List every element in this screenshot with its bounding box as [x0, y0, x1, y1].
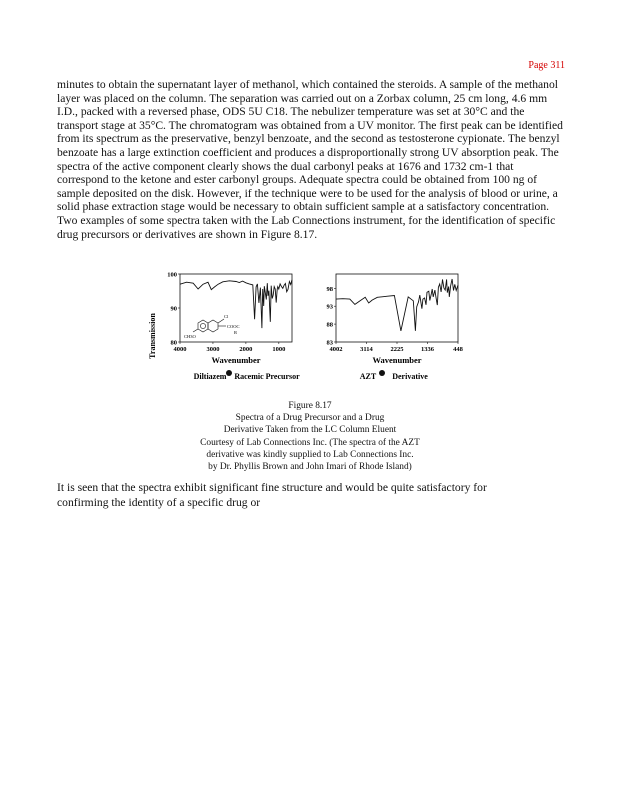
left-ytick-label: 90 [170, 305, 177, 313]
left-xtick-label: 3000 [206, 346, 220, 353]
left-xtick-label: 2000 [239, 346, 253, 353]
left-ytick-label: 80 [170, 339, 177, 347]
right-xlabel: Wavenumber [372, 355, 422, 365]
page-number: Page 311 [528, 60, 565, 71]
right-ytick-label: 93 [326, 303, 333, 311]
figure-8-17 [150, 268, 470, 388]
left-title-marker [226, 370, 232, 376]
left-xtick-label: 4000 [173, 346, 187, 353]
closing-paragraph [57, 480, 567, 510]
left-xlabel: Wavenumber [211, 355, 261, 365]
left-title-word1: Diltiazem [193, 372, 227, 381]
right-title-marker [379, 370, 385, 376]
left-ytick-label: 100 [167, 271, 177, 279]
structure-ester: COOC [227, 324, 240, 329]
caption-line: Figure 8.17 [288, 401, 332, 411]
left-spectrum-line [180, 280, 292, 328]
benzene-ring-b [208, 320, 218, 332]
right-title-word1: AZT [359, 372, 377, 381]
closing-line-2: confirming the identity of a specific drug or [57, 496, 261, 509]
left-spectrum-panel [148, 268, 300, 381]
bond-methoxy [193, 329, 198, 332]
figure-spectra [150, 268, 470, 388]
caption-line: derivative was kindly supplied to Lab Connections Inc. [206, 449, 414, 460]
right-xtick-label: 2225 [390, 346, 404, 353]
right-ytick-label: 88 [326, 321, 333, 329]
structure-r: R [234, 330, 238, 335]
structure-methoxy: CH3O [184, 334, 196, 339]
aromatic-circle [200, 323, 205, 328]
left-ylabel: Transmission [148, 313, 157, 359]
right-xtick-label: 3114 [360, 346, 373, 353]
body-paragraph: minutes to obtain the supernatant layer of methanol, which contained the steroids. A sample of the methanol layer was placed on the column. The separation was carried out on a Zorbax column, 25 cm long, 4.6 mm I.D., packed with a reversed phase, ODS 5U C18. The nebulizer temperature was set at 30°C and the transport stage at 35°C. The chromatogram was obtained from a UV monitor. The first peak can be identified from its spectrum as the preservative, benzyl benzoate, and the second as testosterone cypionate. The benzyl benzoate has a large extinction coefficient and produces a disproportionally strong UV absorption peak. The spectra of the active component clearly shows the dual carbonyl peaks at 1676 and 1732 cm-1 that correspond to the ketone and ester carbonyl groups. Adequate spectra could be obtained from 100 ng of sample deposited on the disk. However, if the technique were to be used for the analysis of blood or urine, a solid phase extraction stage would be necessary to obtain sufficient sample at a satisfactory concentration. Two examples of some spectra taken with the Lab Connections instrument, for the identification of specific drug precursors or derivatives are shown in Figure 8.17. [57, 78, 563, 241]
left-title-group [194, 370, 301, 381]
caption-line: Courtesy of Lab Connections Inc. (The spectra of the AZT [200, 437, 420, 448]
benzene-ring-a [198, 320, 208, 332]
left-xtick-label: 1000 [272, 346, 286, 353]
left-chemical-structure [193, 319, 226, 332]
caption-line: by Dr. Phyllis Brown and John Imari of Rhode Island) [208, 462, 412, 473]
bond-cl [218, 319, 224, 323]
figure-caption [150, 400, 470, 473]
right-ytick-label: 98 [326, 285, 333, 293]
left-title-word2: Racemic Precursor [234, 372, 300, 381]
caption-line: Spectra of a Drug Precursor and a Drug [235, 413, 385, 424]
structure-cl: Cl [224, 314, 229, 319]
caption-line: Derivative Taken from the LC Column Eluent [223, 425, 397, 436]
right-xtick-label: 448 [453, 346, 463, 353]
right-spectrum-panel [150, 268, 464, 381]
right-xtick-label: 1336 [421, 346, 435, 353]
right-xtick-label: 4002 [329, 346, 343, 353]
right-spectrum-line [336, 279, 458, 331]
right-ytick-label: 83 [326, 339, 333, 347]
right-title-group [360, 370, 428, 381]
right-title-word2: Derivative [392, 372, 428, 381]
closing-line-1: It is seen that the spectra exhibit significant fine structure and would be quite satisfactory for [57, 481, 487, 494]
